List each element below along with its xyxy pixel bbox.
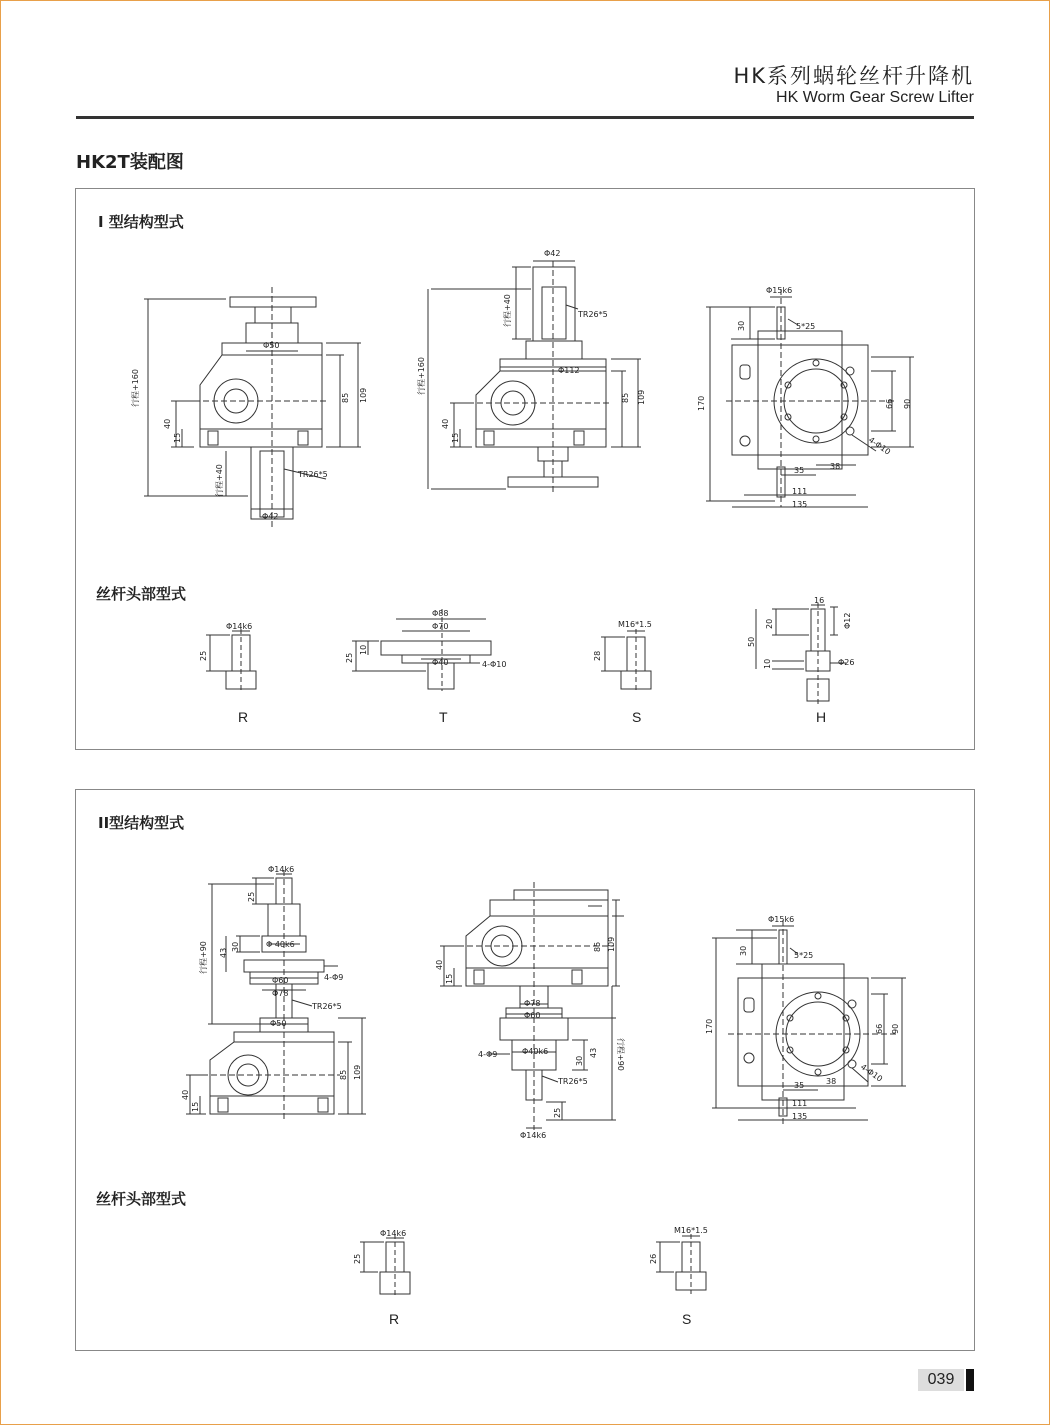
t2d1-h109: 109 bbox=[353, 1064, 362, 1080]
t2d2-h85: 85 bbox=[593, 941, 602, 952]
type2-head-S bbox=[649, 1226, 708, 1294]
t1d3-w35: 35 bbox=[794, 466, 805, 475]
t1d3-h66: 66 bbox=[885, 398, 894, 409]
t2d2-d60: Φ60 bbox=[524, 1011, 541, 1020]
t1d1-d42: Φ42 bbox=[262, 512, 279, 521]
t1d2-h85: 85 bbox=[621, 392, 630, 403]
t1d3-h170: 170 bbox=[697, 395, 706, 411]
type2-title: II型结构型式 bbox=[98, 814, 185, 832]
t1-T-holes: 4-Φ10 bbox=[482, 660, 507, 669]
t1-S-thread: M16*1.5 bbox=[618, 620, 652, 629]
type1-head-T bbox=[345, 609, 506, 691]
t1d3-holes: 4-Φ10 bbox=[866, 435, 893, 457]
t2d1-d50: Φ50 bbox=[270, 1019, 287, 1028]
t1-T-h10: 10 bbox=[359, 644, 368, 655]
t1d1-h85: 85 bbox=[341, 392, 350, 403]
t2d1-d60: Φ60 bbox=[272, 976, 289, 985]
type1-head-R-label: R bbox=[238, 709, 249, 725]
t1-T-d40: Φ40 bbox=[432, 658, 449, 667]
t1-H-w16: 16 bbox=[814, 596, 825, 605]
t2d3-h30: 30 bbox=[739, 945, 748, 956]
t2d2-shaft: Φ14k6 bbox=[520, 1131, 547, 1140]
t1-H-h50: 50 bbox=[747, 636, 756, 647]
header-rule bbox=[76, 116, 974, 119]
t1d1-h15: 15 bbox=[173, 432, 182, 443]
t2d1-holes: 4-Φ9 bbox=[324, 973, 344, 982]
t2d2-thread: TR26*5 bbox=[558, 1077, 588, 1086]
page-number-bar bbox=[966, 1369, 974, 1391]
t2d2-stroke: 行程+90 bbox=[616, 1038, 625, 1071]
t2d3-key: 5*25 bbox=[794, 951, 814, 960]
t2d3-w38: 38 bbox=[826, 1077, 837, 1086]
type1-panel bbox=[75, 188, 975, 750]
type1-heads-title: 丝杆头部型式 bbox=[96, 585, 187, 603]
t2d3-h90: 90 bbox=[891, 1023, 900, 1034]
t1d3-shaft: Φ15k6 bbox=[766, 286, 793, 295]
t2d2-d40: Φ40k6 bbox=[522, 1047, 549, 1056]
type2-panel bbox=[75, 789, 975, 1351]
t2d1-h43: 43 bbox=[219, 947, 228, 958]
t2d1-thread: TR26*5 bbox=[312, 1002, 342, 1011]
t2d1-h25: 25 bbox=[247, 891, 256, 902]
type1-drawings bbox=[76, 189, 974, 749]
t2-R-h: 25 bbox=[353, 1253, 362, 1264]
t1d1-h40: 40 bbox=[163, 418, 172, 429]
type1-head-S-label: S bbox=[632, 709, 642, 725]
type2-drawing2 bbox=[435, 882, 626, 1140]
type1-drawing3 bbox=[697, 286, 914, 509]
t1d3-h90: 90 bbox=[903, 398, 912, 409]
t1-R-h: 25 bbox=[199, 650, 208, 661]
type2-heads-title: 丝杆头部型式 bbox=[96, 1190, 187, 1208]
header-title-cn: HK系列蜗轮丝杆升降机 bbox=[733, 64, 974, 88]
t1-H-h10: 10 bbox=[763, 658, 772, 669]
t1d2-stroke: 行程+160 bbox=[417, 357, 426, 395]
t2-R-d: Φ14k6 bbox=[380, 1229, 407, 1238]
t1d1-h109: 109 bbox=[359, 387, 368, 403]
t1-T-d88: Φ88 bbox=[432, 609, 449, 618]
t2d2-holes: 4-Φ9 bbox=[478, 1050, 498, 1059]
t1d2-h40: 40 bbox=[441, 418, 450, 429]
type2-drawing1 bbox=[181, 865, 366, 1120]
type2-drawings bbox=[76, 790, 974, 1350]
t1d3-h30: 30 bbox=[737, 320, 746, 331]
t2d3-w35: 35 bbox=[794, 1081, 805, 1090]
page-number: 039 bbox=[918, 1369, 964, 1391]
t1-T-h25: 25 bbox=[345, 652, 354, 663]
type2-head-S-label: S bbox=[682, 1311, 692, 1327]
t1d2-tube-stroke: 行程+40 bbox=[503, 294, 512, 327]
t1d1-stroke: 行程+160 bbox=[131, 369, 140, 407]
type1-head-T-label: T bbox=[439, 709, 448, 725]
t1d1-thread: TR26*5 bbox=[298, 470, 328, 479]
t1d3-w135: 135 bbox=[792, 500, 808, 509]
t1d2-d112: Φ112 bbox=[558, 366, 580, 375]
t1-T-d70: Φ70 bbox=[432, 622, 449, 631]
t2d1-d78: Φ78 bbox=[272, 989, 289, 998]
type1-head-R bbox=[199, 622, 256, 691]
t2-S-thread: M16*1.5 bbox=[674, 1226, 708, 1235]
type1-drawing1 bbox=[130, 287, 368, 529]
t2d1-h85: 85 bbox=[339, 1069, 348, 1080]
t2d2-d78: Φ78 bbox=[524, 999, 541, 1008]
t1d2-d42: Φ42 bbox=[544, 249, 561, 258]
type1-title: I 型结构型式 bbox=[98, 213, 184, 231]
t1d3-w111: 111 bbox=[792, 487, 808, 496]
t1d1-tube-stroke: 行程+40 bbox=[215, 464, 224, 497]
type2-head-R-label: R bbox=[389, 1311, 400, 1327]
t2d1-h15: 15 bbox=[191, 1101, 200, 1112]
t1d1-d50: Φ50 bbox=[263, 341, 280, 350]
header-title-en: HK Worm Gear Screw Lifter bbox=[776, 89, 974, 106]
type1-head-H-label: H bbox=[816, 709, 827, 725]
t1-S-h: 28 bbox=[593, 650, 602, 661]
t2d3-shaft: Φ15k6 bbox=[768, 915, 795, 924]
t2d3-w111: 111 bbox=[792, 1099, 808, 1108]
t2d2-h15: 15 bbox=[445, 973, 454, 984]
t1d2-h109: 109 bbox=[637, 389, 646, 405]
t1-H-h20: 20 bbox=[765, 618, 774, 629]
t2d1-h40: 40 bbox=[181, 1089, 190, 1100]
t2d1-h30: 30 bbox=[231, 941, 240, 952]
t2d1-stroke: 行程+90 bbox=[199, 941, 208, 974]
type2-head-R bbox=[353, 1229, 410, 1298]
t2d2-h43: 43 bbox=[589, 1047, 598, 1058]
type1-head-H bbox=[747, 596, 854, 705]
t1-H-d12: Φ12 bbox=[843, 612, 852, 629]
t2d2-h30: 30 bbox=[575, 1055, 584, 1066]
t1-H-d26: Φ26 bbox=[838, 658, 855, 667]
type2-drawing3 bbox=[705, 915, 906, 1126]
t2d1-d40: Φ 40k6 bbox=[266, 940, 295, 949]
t2d3-h170: 170 bbox=[705, 1018, 714, 1034]
t1d3-key: 5*25 bbox=[796, 322, 816, 331]
t2d1-shaft: Φ14k6 bbox=[268, 865, 295, 874]
t2d3-w135: 135 bbox=[792, 1112, 808, 1121]
t2-S-h: 26 bbox=[649, 1253, 658, 1264]
type1-drawing2 bbox=[416, 249, 646, 494]
t1d2-h15: 15 bbox=[451, 432, 460, 443]
page-title: HK2T装配图 bbox=[76, 152, 184, 173]
t1d2-thread: TR26*5 bbox=[578, 310, 608, 319]
t2d2-h109: 109 bbox=[607, 936, 616, 952]
t1-R-d: Φ14k6 bbox=[226, 622, 253, 631]
t1d3-w38: 38 bbox=[830, 462, 841, 471]
t2d2-h40: 40 bbox=[435, 959, 444, 970]
t2d2-h25: 25 bbox=[553, 1107, 562, 1118]
t2d3-h66: 66 bbox=[875, 1023, 884, 1034]
t2d3-holes: 4-Φ10 bbox=[858, 1062, 885, 1084]
type1-head-S bbox=[593, 620, 652, 691]
